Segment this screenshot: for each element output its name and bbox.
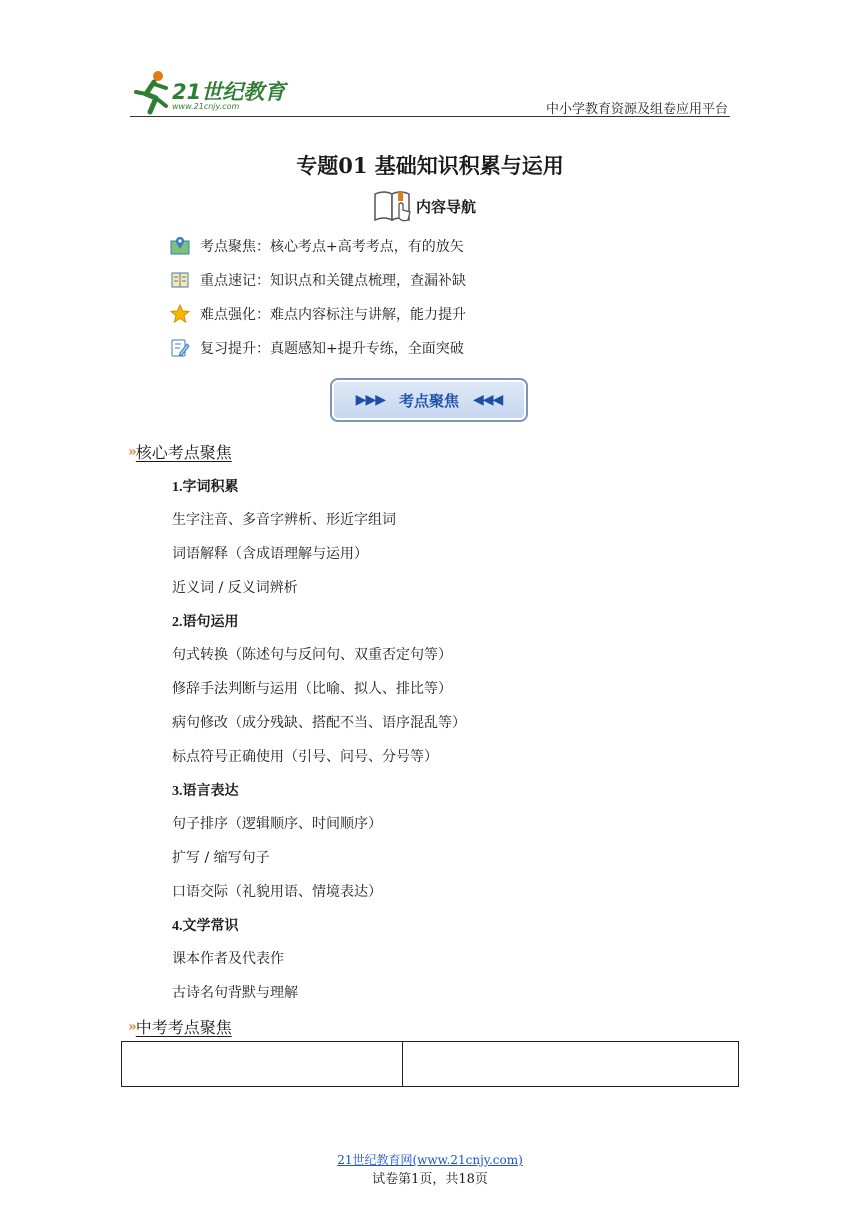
group-title: 4.文学常识 xyxy=(172,919,239,934)
group-title: 1.字词积累 xyxy=(172,480,239,495)
map-pin-icon xyxy=(170,236,190,256)
exam-points-table xyxy=(121,1041,739,1087)
table-cell xyxy=(122,1042,403,1086)
nav-heading-label: 内容导航 xyxy=(416,197,477,216)
list-item: 扩写 / 缩写句子 xyxy=(172,850,270,866)
header-divider xyxy=(130,116,730,117)
star-icon xyxy=(170,304,190,324)
nav-item-text: 考点聚焦：核心考点+高考考点，有的放矢 xyxy=(200,239,464,255)
nav-item-focus xyxy=(170,234,464,258)
content-nav-heading xyxy=(372,186,476,226)
table-cell xyxy=(403,1042,738,1086)
nav-item-memorize xyxy=(170,268,466,292)
platform-name: 中小学教育资源及组卷应用平台 xyxy=(545,102,728,117)
list-item: 病句修改（成分残缺、搭配不当、语序混乱等） xyxy=(172,715,466,731)
page-title: 专题01 基础知识积累与运用 xyxy=(296,153,564,178)
group-title: 2.语句运用 xyxy=(172,615,239,630)
nav-item-text: 重点速记：知识点和关键点梳理，查漏补缺 xyxy=(200,273,466,289)
list-item: 课本作者及代表作 xyxy=(172,951,284,967)
list-item: 古诗名句背默与理解 xyxy=(172,985,298,1001)
list-item: 句子排序（逻辑顺序、时间顺序） xyxy=(172,816,382,832)
section-heading-text: 中考考点聚焦 xyxy=(135,1018,232,1037)
section-exam-heading xyxy=(128,1015,232,1038)
chevron-right-icon: » xyxy=(128,443,133,460)
chevron-right-icon: » xyxy=(128,1018,133,1035)
list-item: 口语交际（礼貌用语、情境表达） xyxy=(172,884,382,900)
logo-url: www.21cnjy.com xyxy=(172,102,240,111)
list-item: 近义词 / 反义词辨析 xyxy=(172,580,298,596)
open-book-pointer-icon xyxy=(372,188,414,224)
logo-text: 21世纪教育 xyxy=(172,80,286,104)
nav-item-text: 复习提升：真题感知+提升专练，全面突破 xyxy=(200,341,464,357)
list-item: 生字注音、多音字辨析、形近字组词 xyxy=(172,512,396,528)
book-icon xyxy=(170,270,190,290)
banner-label: 考点聚焦 xyxy=(398,391,459,410)
site-logo xyxy=(132,68,286,116)
group-title: 3.语言表达 xyxy=(172,784,239,799)
list-item: 句式转换（陈述句与反问句、双重否定句等） xyxy=(172,647,452,663)
focus-banner xyxy=(330,378,528,422)
page-number: 试卷第1页，共18页 xyxy=(372,1172,488,1187)
footer-site-link[interactable]: 21世纪教育网(www.21cnjy.com) xyxy=(337,1153,523,1167)
list-item: 标点符号正确使用（引号、问号、分号等） xyxy=(172,749,438,765)
nav-item-text: 难点强化：难点内容标注与讲解，能力提升 xyxy=(200,307,466,323)
section-core-heading xyxy=(128,440,232,463)
nav-item-difficulty xyxy=(170,302,466,326)
nav-item-review xyxy=(170,336,464,360)
list-item: 词语解释（含成语理解与运用） xyxy=(172,546,368,562)
list-item: 修辞手法判断与运用（比喻、拟人、排比等） xyxy=(172,681,452,697)
edit-icon xyxy=(170,338,190,358)
left-arrows-icon: ◀◀◀ xyxy=(473,392,503,408)
section-heading-text: 核心考点聚焦 xyxy=(135,443,232,462)
footer-link-line xyxy=(0,1151,860,1168)
right-arrows-icon: ▶▶▶ xyxy=(355,392,385,408)
runner-logo-icon xyxy=(132,68,172,116)
